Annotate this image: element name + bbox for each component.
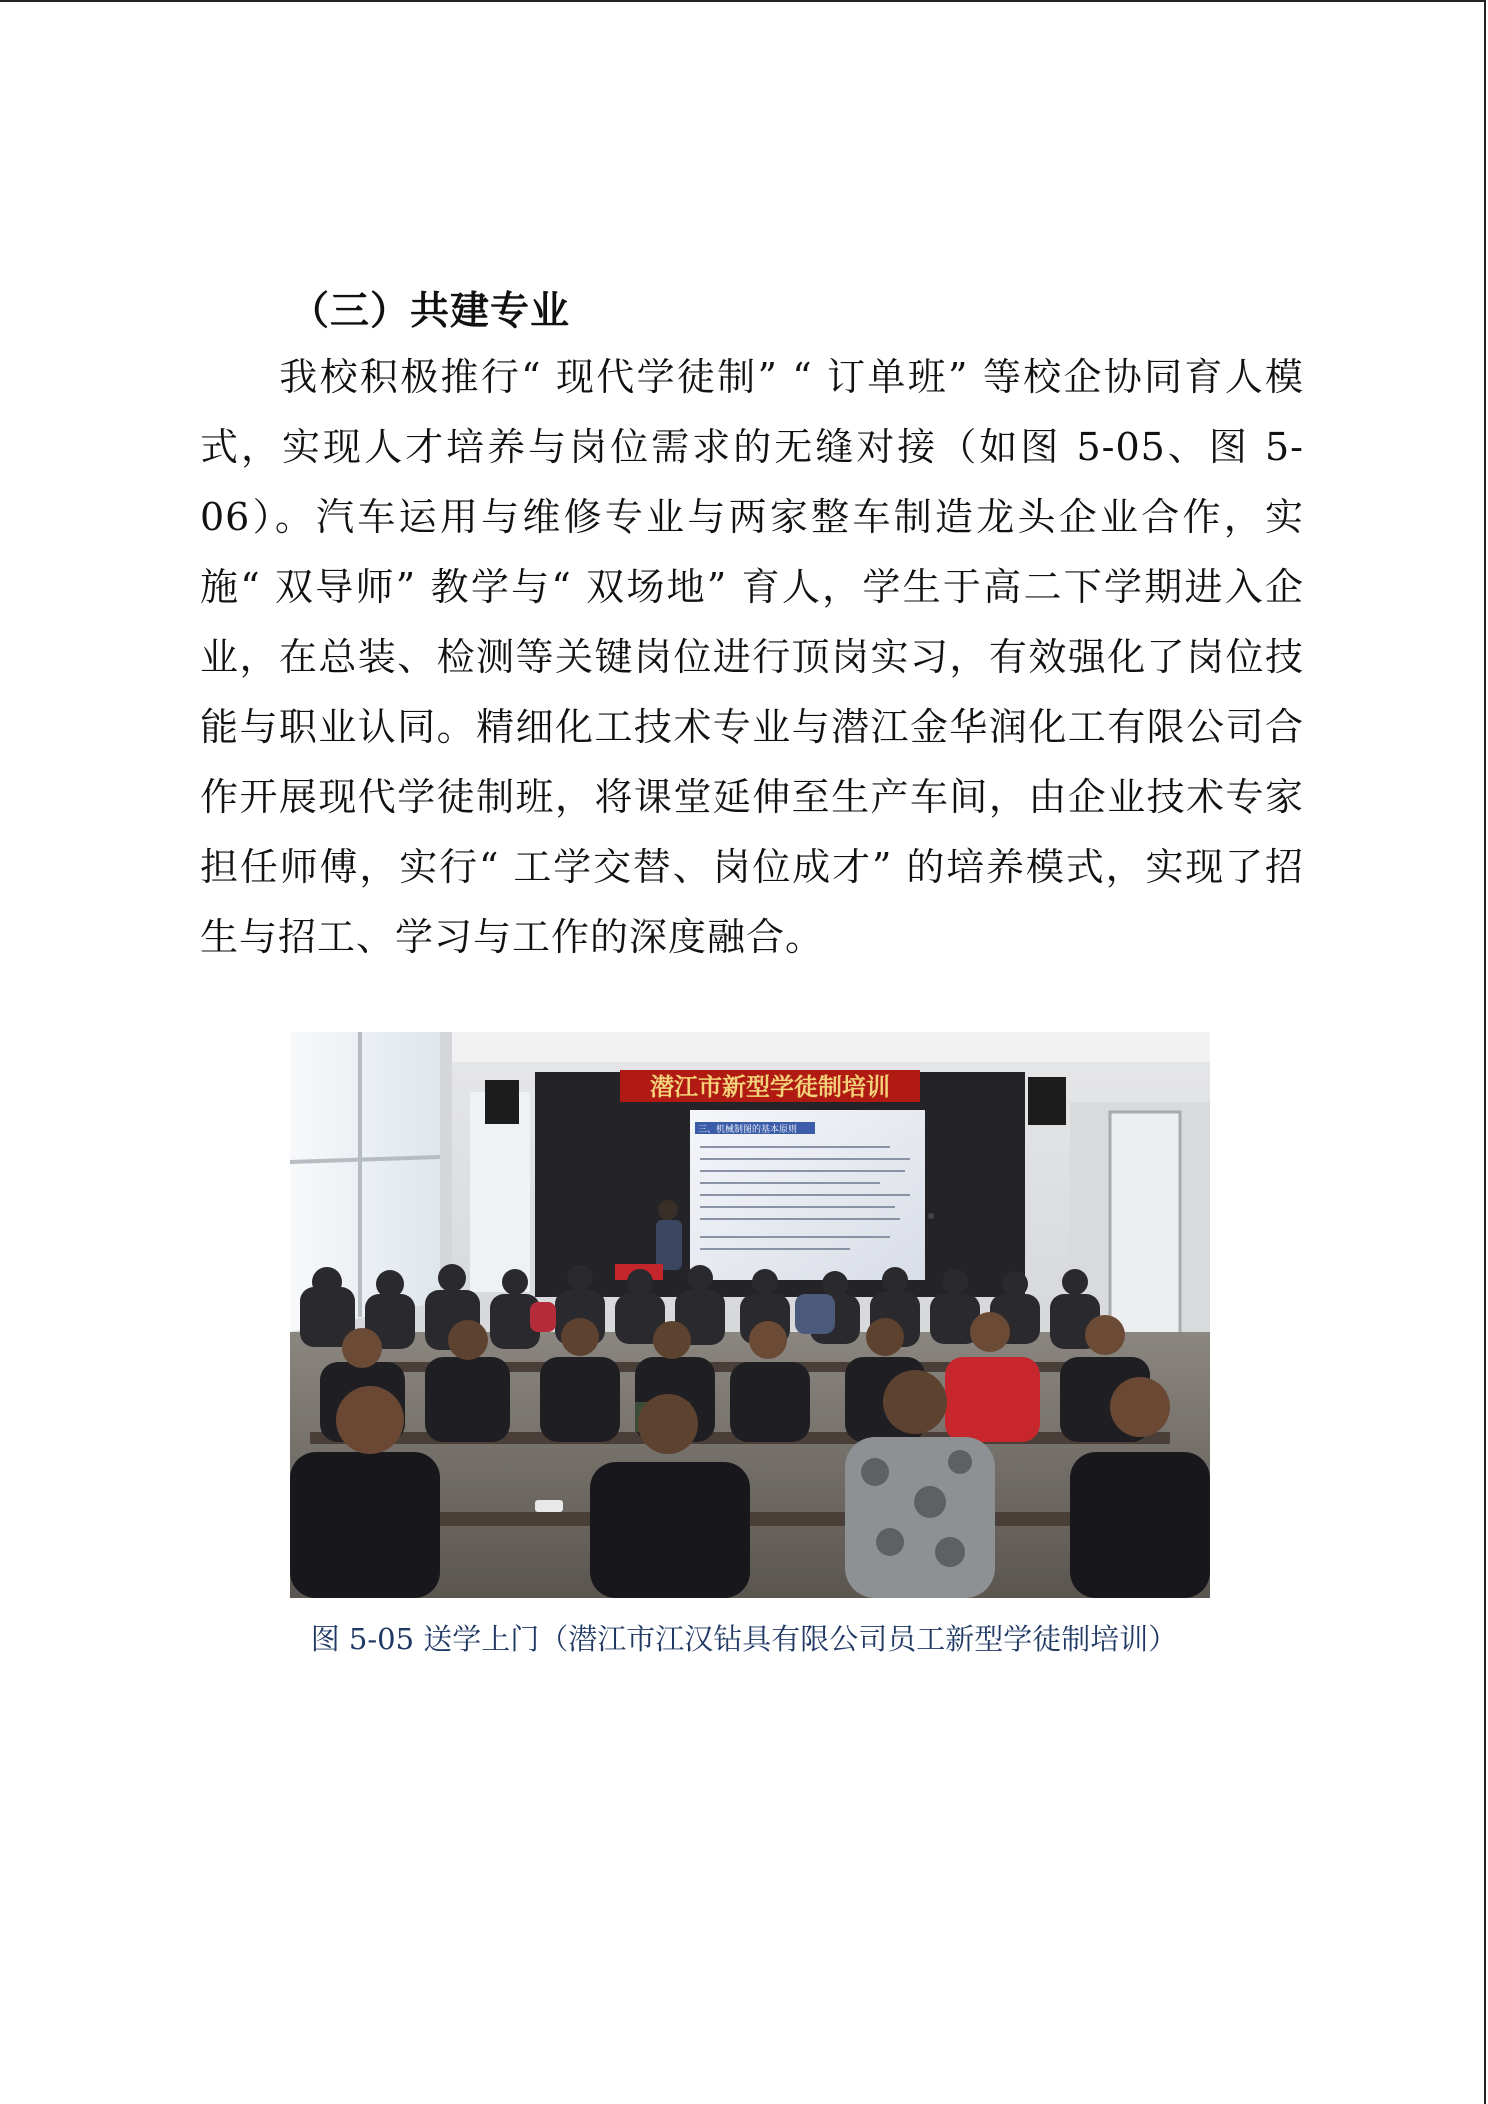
- training-photo: [290, 1032, 1210, 1598]
- body-paragraph: [200, 342, 1304, 972]
- section-heading: （三）共建专业: [290, 289, 571, 334]
- figure-caption: 图 5-05 送学上门（潜江市江汉钻具有限公司员工新型学徒制培训）: [310, 1622, 1178, 1656]
- paragraph-text: 我校积极推行“ 现代学徒制” “ 订单班” 等校企协同育人模式，实现人才培养与岗位需求的无缝对接（如图 5-05、图 5-06）。汽车运用与维修专业与两家整车制造龙头企业合作，实施“ 双导师” 教学与“ 双场地” 育人，学生于高二下学期进入企业，在总装、检测等关键岗位进行顶岗实习，有效强化了岗位技能与职业认同。精细化工技术专业与潜江金华润化工有限公司合作开展现代学徒制班，将课堂延伸至生产车间，由企业技术专家担任师傅，实行“ 工学交替、岗位成才” 的培养模式，实现了招生与招工、学习与工作的深度融合。: [200, 355, 1304, 959]
- slide-title: 三、机械制图的基本原则: [698, 1125, 798, 1135]
- training-photo-illustration: [290, 1032, 1210, 1598]
- banner-text: 潜江市新型学徒制培训: [650, 1073, 890, 1101]
